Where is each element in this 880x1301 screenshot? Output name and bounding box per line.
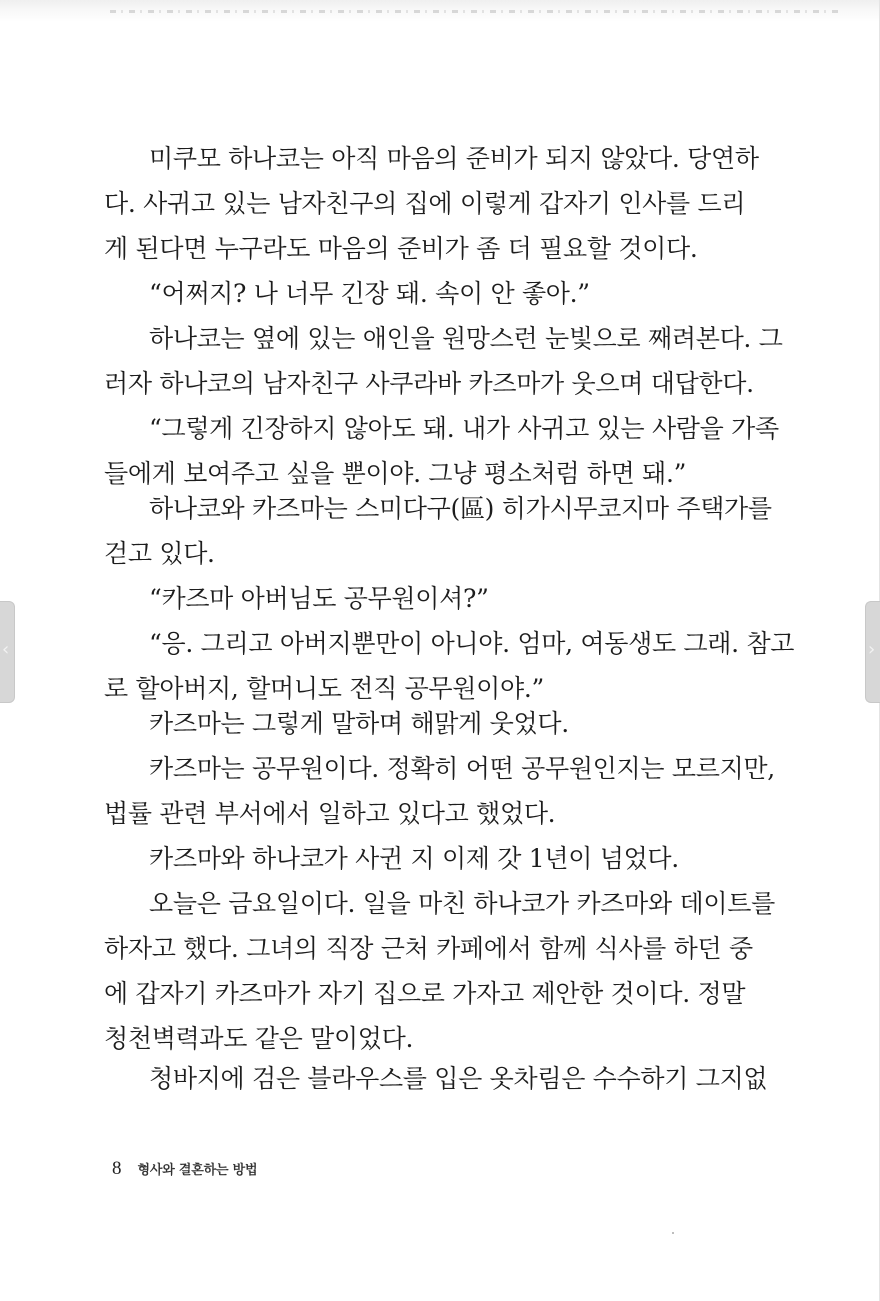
text-line: “카즈마 아버님도 공무원이셔?” <box>149 584 489 613</box>
text-line: 러자 하나코의 남자친구 사쿠라바 카즈마가 웃으며 대답한다. <box>104 369 754 398</box>
chevron-left-icon: ‹ <box>2 639 10 660</box>
text-line: 하나코와 카즈마는 스미다구(區) 히가시무코지마 주택가를 <box>149 494 772 523</box>
paragraph <box>0 271 880 316</box>
paragraph <box>0 621 880 711</box>
page-footer <box>112 1158 257 1182</box>
next-page-button[interactable] <box>865 601 880 703</box>
paragraph <box>0 576 880 621</box>
text-line: 미쿠모 하나코는 아직 마음의 준비가 되지 않았다. 당연하 <box>149 144 759 173</box>
text-line: 걷고 있다. <box>104 539 215 568</box>
paragraph <box>0 746 880 836</box>
text-line: “어쩌지? 나 너무 긴장 돼. 속이 안 좋아.” <box>149 279 590 308</box>
text-line: 청천벽력과도 같은 말이었다. <box>104 1024 414 1053</box>
text-line: 법률 관련 부서에서 일하고 있다고 했었다. <box>104 799 556 828</box>
paragraph <box>0 406 880 496</box>
text-line: 오늘은 금요일이다. 일을 마친 하나코가 카즈마와 데이트를 <box>149 889 775 918</box>
paragraph <box>0 136 880 271</box>
text-line: “그렇게 긴장하지 않아도 돼. 내가 사귀고 있는 사람을 가족 <box>149 414 779 443</box>
text-line: 로 할아버지, 할머니도 전직 공무원이야.” <box>104 674 544 703</box>
text-line: 카즈마는 공무원이다. 정확히 어떤 공무원인지는 모르지만, <box>149 754 775 783</box>
text-line: 카즈마와 하나코가 사귄 지 이제 갓 1년이 넘었다. <box>149 844 679 873</box>
paragraph <box>0 1056 880 1101</box>
text-line: 에 갑자기 카즈마가 자기 집으로 가자고 제안한 것이다. 정말 <box>104 979 746 1008</box>
paragraph <box>0 881 880 1061</box>
paragraph <box>0 701 880 746</box>
paragraph <box>0 316 880 406</box>
text-line: “응. 그리고 아버지뿐만이 아니야. 엄마, 여동생도 그래. 참고 <box>149 629 795 658</box>
text-line: 하나코는 옆에 있는 애인을 원망스런 눈빛으로 째려본다. 그 <box>149 324 783 353</box>
text-line: 다. 사귀고 있는 남자친구의 집에 이렇게 갑자기 인사를 드리 <box>104 189 746 218</box>
paragraph <box>0 836 880 881</box>
text-line: 하자고 했다. 그녀의 직장 근처 카페에서 함께 식사를 하던 중 <box>104 934 753 963</box>
scan-speck <box>672 1232 674 1234</box>
page-number: 8 <box>112 1158 122 1179</box>
text-line: 게 된다면 누구라도 마음의 준비가 좀 더 필요할 것이다. <box>104 234 698 263</box>
text-line: 카즈마는 그렇게 말하며 해맑게 웃었다. <box>149 709 569 738</box>
running-title: 형사와 결혼하는 방법 <box>137 1163 258 1178</box>
previous-page-button[interactable] <box>0 601 15 703</box>
text-line: 들에게 보여주고 싶을 뿐이야. 그냥 평소처럼 하면 돼.” <box>104 459 687 488</box>
paragraph <box>0 486 880 576</box>
text-line: 청바지에 검은 블라우스를 입은 옷차림은 수수하기 그지없 <box>149 1064 768 1093</box>
chevron-right-icon: › <box>868 639 876 660</box>
